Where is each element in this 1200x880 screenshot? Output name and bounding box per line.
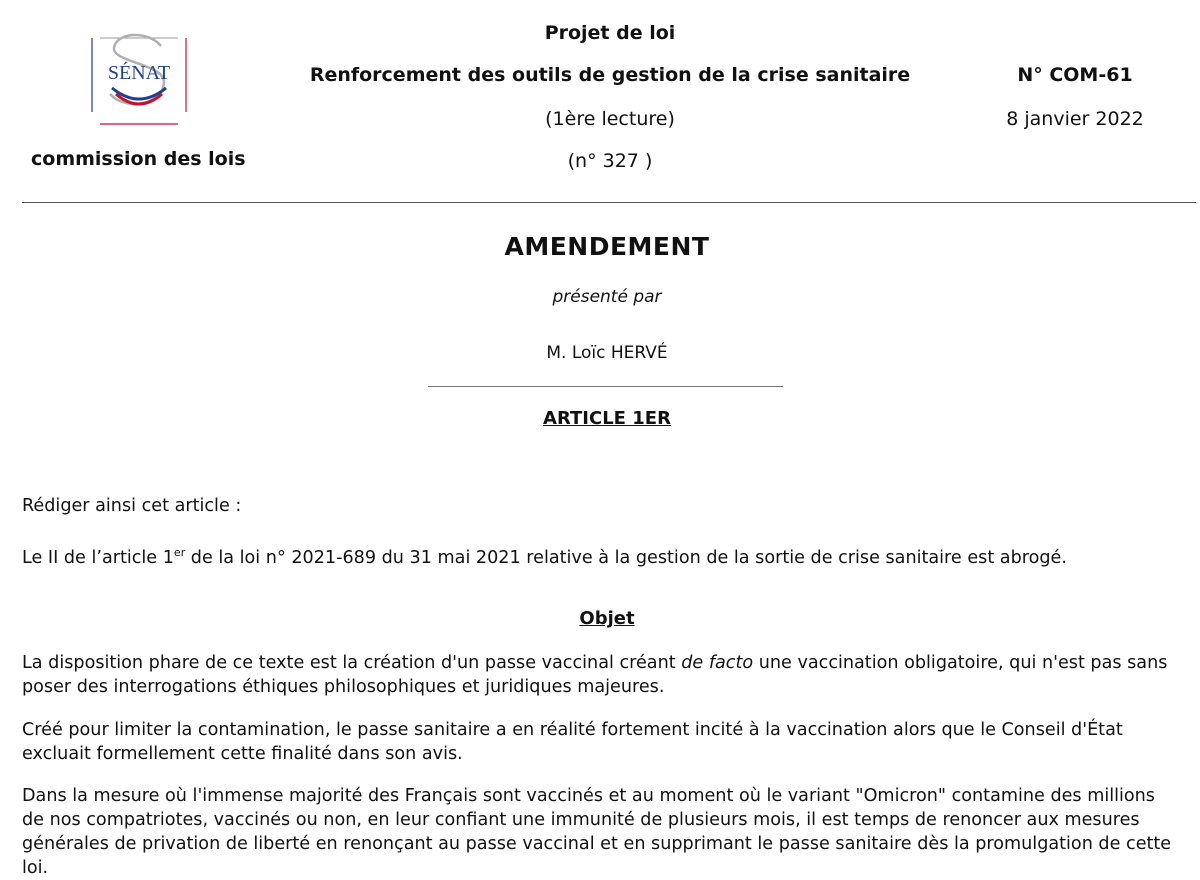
author-name: M. Loïc HERVÉ (546, 343, 668, 363)
amendment-text: Le II de l’article 1er de la loi n° 2021-689 du 31 mai 2021 relative à la gestion de la sortie de crise sanitaire est abrogé. (22, 546, 1067, 568)
bill-subtitle: Renforcement des outils de gestion de la crise sanitaire (309, 64, 911, 86)
presented-by: présenté par (552, 287, 662, 307)
amendment-date: 8 janvier 2022 (1006, 108, 1144, 130)
bill-title: Projet de loi (544, 22, 676, 44)
amendment-heading: AMENDEMENT (504, 232, 710, 261)
reading-label: (1ère lecture) (545, 108, 675, 130)
objet-paragraph-3: Dans la mesure où l'immense majorité des Français sont vaccinés et au moment où le variant "Omicron" contamine des millions de nos compatriotes, vaccinés ou non, en leur confiant une immunité de plusieurs mois, il est temps de renoncer aux mesures générales de privation de liberté en renonçant au passe vaccinal et en supprimant le passe sanitaire dès la promulgation de cette loi. (22, 786, 1172, 878)
bill-number: (n° 327 ) (567, 150, 653, 172)
senat-logo-icon (86, 24, 192, 134)
objet-paragraph-2: Créé pour limiter la contamination, le passe sanitaire a en réalité fortement incité à la vaccination alors que le Conseil d'État excluait formellement cette finalité dans son avis. (22, 720, 1123, 764)
senat-logo (86, 24, 192, 134)
intro-paragraph: Rédiger ainsi cet article : (22, 496, 242, 516)
author-divider (428, 386, 783, 387)
commission-label: commission des lois (31, 148, 246, 170)
header-divider (22, 202, 1196, 203)
objet-paragraph-1: La disposition phare de ce texte est la création d'un passe vaccinal créant de facto une vaccination obligatoire, qui n'est pas sans poser des interrogations éthiques philosophiques et juridiques majeures. (22, 653, 1168, 697)
objet-heading: Objet (579, 608, 635, 629)
article-heading: ARTICLE 1ER (543, 408, 671, 429)
amendment-reference: N° COM-61 (1017, 64, 1133, 86)
svg-text:SÉNAT: SÉNAT (107, 62, 171, 84)
